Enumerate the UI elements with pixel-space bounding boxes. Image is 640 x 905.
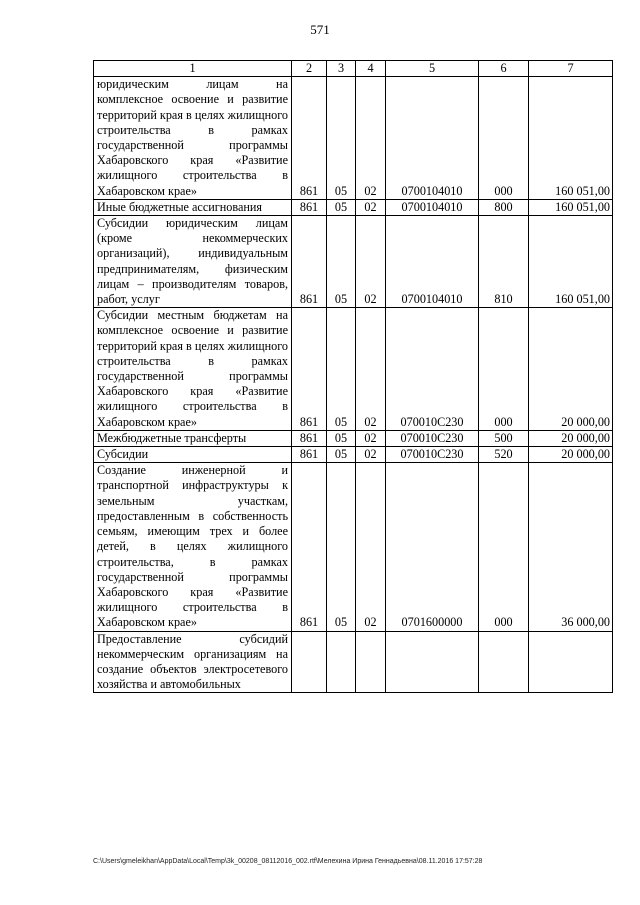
- expense-type-code: 000: [479, 463, 529, 631]
- column-header: 6: [479, 61, 529, 77]
- ministry-code: 861: [292, 308, 327, 431]
- item-name: юридическим лицам на комплексное освоение и развитие территорий края в целях жилищного строительства в рамках государственной программы Хабаровского края «Развитие жилищного строительства в Хабаровском крае»: [94, 77, 292, 200]
- target-article-code: 0700104010: [386, 77, 479, 200]
- section-code: 05: [327, 199, 356, 215]
- budget-table: [93, 60, 613, 693]
- expense-type-code: 500: [479, 430, 529, 446]
- column-header: 2: [292, 61, 327, 77]
- target-article-code: 070010С230: [386, 447, 479, 463]
- target-article-code: 070010С230: [386, 308, 479, 431]
- page-number: 571: [310, 22, 330, 37]
- item-name: Субсидии юридическим лицам (кроме некоммерческих организаций), индивидуальным предпринимателям, физическим лицам – производителям товаров, работ, услуг: [94, 216, 292, 308]
- amount: 20 000,00: [529, 447, 613, 463]
- amount: 160 051,00: [529, 77, 613, 200]
- table-row: [94, 463, 613, 631]
- column-header: 7: [529, 61, 613, 77]
- amount: 20 000,00: [529, 308, 613, 431]
- subsection-code: 02: [356, 308, 386, 431]
- subsection-code: 02: [356, 216, 386, 308]
- ministry-code: 861: [292, 430, 327, 446]
- table-row: [94, 308, 613, 431]
- section-code: 05: [327, 77, 356, 200]
- section-code: 05: [327, 430, 356, 446]
- item-name: Субсидии местным бюджетам на комплексное освоение и развитие территорий края в целях жилищного строительства в рамках государственной программы Хабаровского края «Развитие жилищного строительства в Хабаровском крае»: [94, 308, 292, 431]
- expense-type-code: 000: [479, 308, 529, 431]
- expense-type-code: 520: [479, 447, 529, 463]
- target-article-code: 0701600000: [386, 463, 479, 631]
- subsection-code: 02: [356, 199, 386, 215]
- item-name: Субсидии: [94, 447, 292, 463]
- subsection-code: [356, 631, 386, 693]
- ministry-code: 861: [292, 77, 327, 200]
- ministry-code: [292, 631, 327, 693]
- column-header: 4: [356, 61, 386, 77]
- table-row: [94, 430, 613, 446]
- section-code: 05: [327, 463, 356, 631]
- amount: 20 000,00: [529, 430, 613, 446]
- section-code: [327, 631, 356, 693]
- column-header: 1: [94, 61, 292, 77]
- amount: 36 000,00: [529, 463, 613, 631]
- table-row: [94, 77, 613, 200]
- section-code: 05: [327, 447, 356, 463]
- subsection-code: 02: [356, 430, 386, 446]
- expense-type-code: 000: [479, 77, 529, 200]
- section-code: 05: [327, 308, 356, 431]
- target-article-code: [386, 631, 479, 693]
- ministry-code: 861: [292, 447, 327, 463]
- expense-type-code: 800: [479, 199, 529, 215]
- target-article-code: 0700104010: [386, 199, 479, 215]
- subsection-code: 02: [356, 463, 386, 631]
- file-path-footer: C:\Users\gmeleikhan\AppData\Local\Temp\3k_00208_08112016_002.rtf\Мелехина Ирина Геннадьевна\08.11.2016 17:57:28: [93, 858, 483, 865]
- table-row: [94, 631, 613, 693]
- amount: 160 051,00: [529, 199, 613, 215]
- amount: [529, 631, 613, 693]
- ministry-code: 861: [292, 463, 327, 631]
- expense-type-code: 810: [479, 216, 529, 308]
- target-article-code: 0700104010: [386, 216, 479, 308]
- column-header: 5: [386, 61, 479, 77]
- table-row: [94, 199, 613, 215]
- amount: 160 051,00: [529, 216, 613, 308]
- expense-type-code: [479, 631, 529, 693]
- ministry-code: 861: [292, 199, 327, 215]
- item-name: Межбюджетные трансферты: [94, 430, 292, 446]
- column-header: 3: [327, 61, 356, 77]
- subsection-code: 02: [356, 447, 386, 463]
- table-row: [94, 216, 613, 308]
- ministry-code: 861: [292, 216, 327, 308]
- section-code: 05: [327, 216, 356, 308]
- item-name: Иные бюджетные ассигнования: [94, 199, 292, 215]
- item-name: Создание инженерной и транспортной инфраструктуры к земельным участкам, предоставленным в собственность семьям, имеющим трех и более детей, в целях жилищного строительства, в рамках государственной программы Хабаровского края «Развитие жилищного строительства в Хабаровском крае»: [94, 463, 292, 631]
- item-name: Предоставление субсидий некоммерческим организациям на создание объектов электросетевого хозяйства и автомобильных: [94, 631, 292, 693]
- target-article-code: 070010С230: [386, 430, 479, 446]
- subsection-code: 02: [356, 77, 386, 200]
- header-row: [94, 61, 613, 77]
- table-row: [94, 447, 613, 463]
